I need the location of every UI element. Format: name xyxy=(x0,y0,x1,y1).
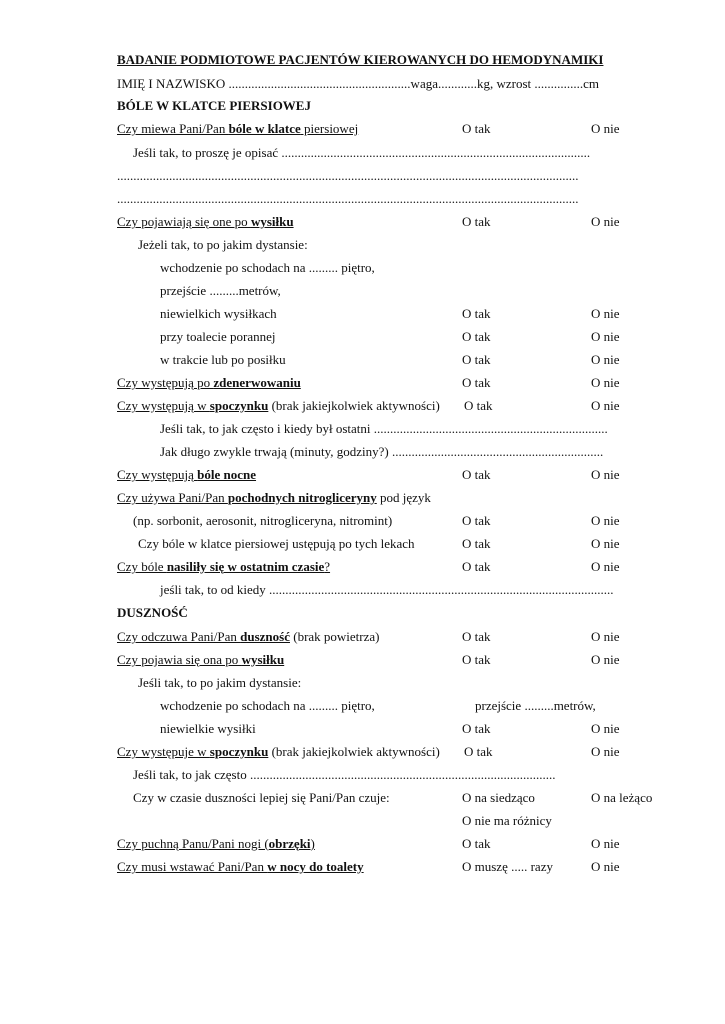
d2-distance-label: Jeśli tak, to po jakim dystansie: xyxy=(138,675,302,690)
q2-no-option[interactable]: O nie xyxy=(591,214,620,229)
d4-no-difference-option[interactable]: O nie ma różnicy xyxy=(462,813,552,828)
q5-no-option[interactable]: O nie xyxy=(591,467,620,482)
question-nitroglycerin: Czy używa Pani/Pan pochodnych nitrogliceryny pod język xyxy=(117,490,431,505)
q4-duration-field[interactable]: Jak długo zwykle trwają (minuty, godziny?) ................................................................. xyxy=(160,444,604,459)
section-chest-pain: BÓLE W KLATCE PIERSIOWEJ xyxy=(117,98,311,113)
d2-stairs-field[interactable]: wchodzenie po schodach na ......... piętro, xyxy=(160,698,375,713)
patient-info-line[interactable]: IMIĘ I NAZWISKO ........................................................waga............kg, wzrost ...............cm xyxy=(117,76,600,91)
q2-toilet-no[interactable]: O nie xyxy=(591,329,620,344)
question-nocturia: Czy musi wstawać Pani/Pan w nocy do toalety xyxy=(117,859,364,874)
question-effort: Czy pojawiają się one po wysiłku xyxy=(117,214,294,229)
q2-small-yes[interactable]: O tak xyxy=(462,306,491,321)
q6-relief-no[interactable]: O nie xyxy=(591,536,620,551)
d2-small-effort-label: niewielkie wysiłki xyxy=(160,721,256,736)
q1-description-field[interactable]: Jeśli tak, to proszę je opisać ............................................................................................... xyxy=(133,145,591,160)
question-night-pain: Czy występują bóle nocne xyxy=(117,467,257,482)
q1-yes-option[interactable]: O tak xyxy=(462,121,491,136)
question-position: Czy w czasie duszności lepiej się Pani/Pan czuje: xyxy=(133,790,390,805)
d3-no-option[interactable]: O nie xyxy=(591,744,620,759)
d3-frequency-field[interactable]: Jeśli tak, to jak często .............................................................................................. xyxy=(133,767,556,782)
section-dyspnea: DUSZNOŚĆ xyxy=(117,605,188,620)
question-chest-pain: Czy miewa Pani/Pan bóle w klatce piersiowej xyxy=(117,121,359,136)
q2-meal-no[interactable]: O nie xyxy=(591,352,620,367)
q4-frequency-field[interactable]: Jeśli tak, to jak często i kiedy był ostatni ........................................................................ xyxy=(160,421,608,436)
q6-relief-label: Czy bóle w klatce piersiowej ustępują po tych lekach xyxy=(138,536,415,551)
q1-description-line-3[interactable]: .............................................................................................................................................. xyxy=(117,191,579,206)
d3-yes-option[interactable]: O tak xyxy=(464,744,493,759)
question-dyspnea-effort: Czy pojawia się ona po wysiłku xyxy=(117,652,285,667)
q2-distance-label: Jeżeli tak, to po jakim dystansie: xyxy=(138,237,308,252)
question-worsening: Czy bóle nasiliły się w ostatnim czasie? xyxy=(117,559,331,574)
q1-description-line-2[interactable]: .............................................................................................................................................. xyxy=(117,168,579,183)
q5-yes-option[interactable]: O tak xyxy=(462,467,491,482)
q2-meal-yes[interactable]: O tak xyxy=(462,352,491,367)
q2-small-no[interactable]: O nie xyxy=(591,306,620,321)
q6-yes-option[interactable]: O tak xyxy=(462,513,491,528)
d6-no-option[interactable]: O nie xyxy=(591,859,620,874)
q2-yes-option[interactable]: O tak xyxy=(462,214,491,229)
question-dyspnea: Czy odczuwa Pani/Pan duszność (brak powietrza) xyxy=(117,629,380,644)
q4-no-option[interactable]: O nie xyxy=(591,398,620,413)
d6-must-option[interactable]: O muszę ..... razy xyxy=(462,859,553,874)
q7-no-option[interactable]: O nie xyxy=(591,559,620,574)
question-stress: Czy występują po zdenerwowaniu xyxy=(117,375,301,390)
q6-relief-yes[interactable]: O tak xyxy=(462,536,491,551)
d2-no-option[interactable]: O nie xyxy=(591,652,620,667)
q3-no-option[interactable]: O nie xyxy=(591,375,620,390)
q7-yes-option[interactable]: O tak xyxy=(462,559,491,574)
d1-no-option[interactable]: O nie xyxy=(591,629,620,644)
q6-no-option[interactable]: O nie xyxy=(591,513,620,528)
q1-no-option[interactable]: O nie xyxy=(591,121,620,136)
question-rest: Czy występują w spoczynku (brak jakiejkolwiek aktywności) xyxy=(117,398,440,413)
q7-since-field[interactable]: jeśli tak, to od kiedy .......................................................................................................... xyxy=(160,582,614,597)
q2-small-effort-label: niewielkich wysiłkach xyxy=(160,306,277,321)
q6-examples-label: (np. sorbonit, aerosonit, nitrogliceryna, nitromint) xyxy=(133,513,393,528)
d2-small-no[interactable]: O nie xyxy=(591,721,620,736)
question-edema: Czy puchną Panu/Pani nogi (obrzęki) xyxy=(117,836,315,851)
d2-yes-option[interactable]: O tak xyxy=(462,652,491,667)
q2-toilet-yes[interactable]: O tak xyxy=(462,329,491,344)
d1-yes-option[interactable]: O tak xyxy=(462,629,491,644)
d2-small-yes[interactable]: O tak xyxy=(462,721,491,736)
q2-stairs-field[interactable]: wchodzenie po schodach na ......... piętro, xyxy=(160,260,375,275)
d4-sitting-option[interactable]: O na siedząco xyxy=(462,790,535,805)
q2-walk-field[interactable]: przejście .........metrów, xyxy=(160,283,281,298)
q2-meal-label: w trakcie lub po posiłku xyxy=(160,352,286,367)
d4-lying-option[interactable]: O na leżąco xyxy=(591,790,653,805)
question-dyspnea-rest: Czy występuje w spoczynku (brak jakiejkolwiek aktywności) xyxy=(117,744,440,759)
q4-yes-option[interactable]: O tak xyxy=(464,398,493,413)
d5-yes-option[interactable]: O tak xyxy=(462,836,491,851)
q3-yes-option[interactable]: O tak xyxy=(462,375,491,390)
form-title: BADANIE PODMIOTOWE PACJENTÓW KIEROWANYCH DO HEMODYNAMIKI xyxy=(117,52,604,67)
q2-toilet-label: przy toalecie porannej xyxy=(160,329,276,344)
d2-walk-field[interactable]: przejście .........metrów, xyxy=(475,698,596,713)
d5-no-option[interactable]: O nie xyxy=(591,836,620,851)
